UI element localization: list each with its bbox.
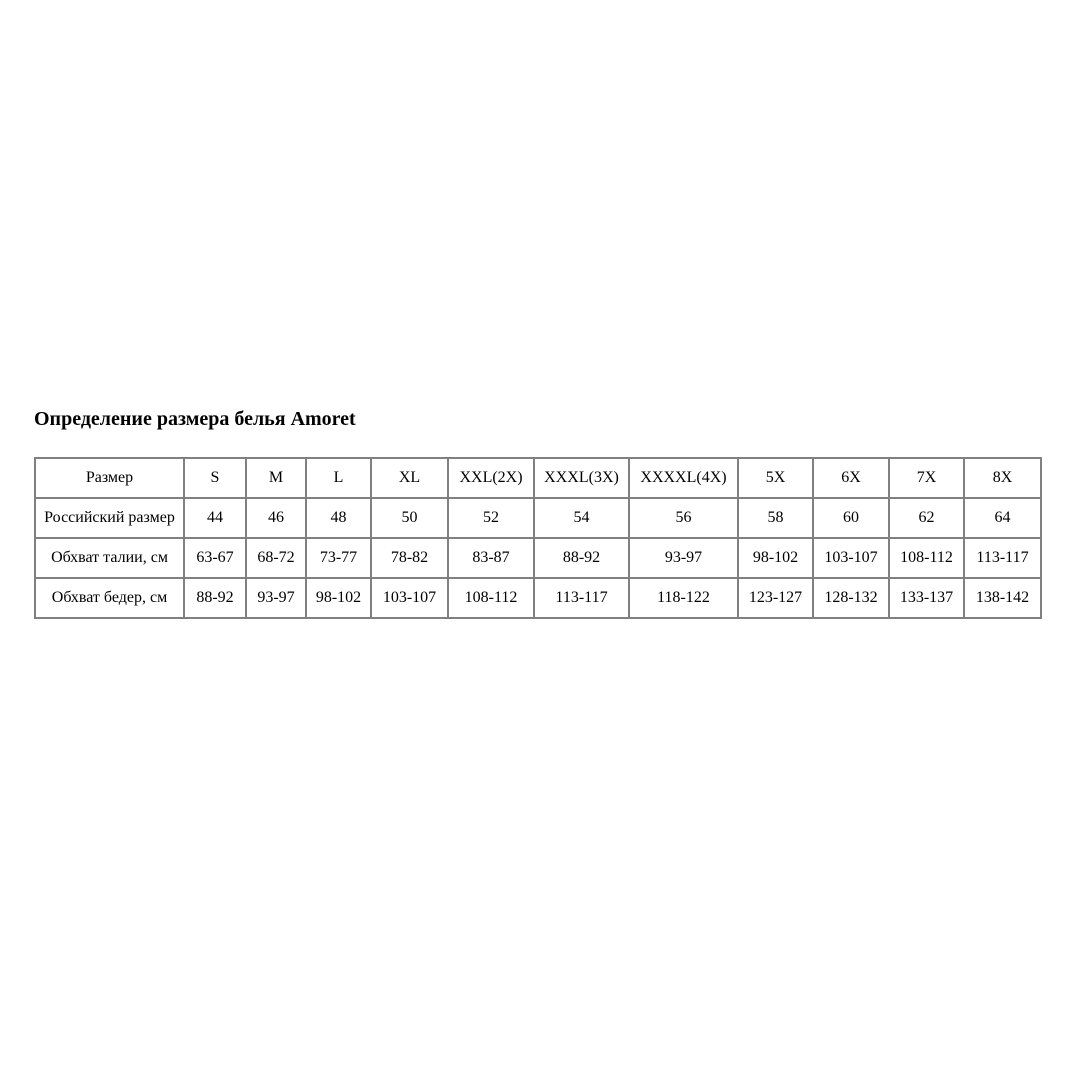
- size-cell: 93-97: [246, 578, 306, 618]
- col-header-xl: XL: [371, 458, 448, 498]
- col-header-s: S: [184, 458, 246, 498]
- size-cell: 46: [246, 498, 306, 538]
- page-title: Определение размера белья Amoret: [34, 408, 356, 430]
- size-cell: 54: [534, 498, 629, 538]
- row-label-hips: Обхват бедер, см: [35, 578, 184, 618]
- size-cell: 98-102: [306, 578, 371, 618]
- size-table: [34, 457, 1042, 619]
- col-header-l: L: [306, 458, 371, 498]
- table-row-waist: [35, 538, 1041, 578]
- size-cell: 108-112: [448, 578, 534, 618]
- size-cell: 52: [448, 498, 534, 538]
- table-row-russian-size: [35, 498, 1041, 538]
- col-header-8x: 8X: [964, 458, 1041, 498]
- size-cell: 48: [306, 498, 371, 538]
- size-cell: 138-142: [964, 578, 1041, 618]
- size-cell: 50: [371, 498, 448, 538]
- size-cell: 63-67: [184, 538, 246, 578]
- size-cell: 123-127: [738, 578, 813, 618]
- size-cell: 98-102: [738, 538, 813, 578]
- size-cell: 93-97: [629, 538, 738, 578]
- size-cell: 78-82: [371, 538, 448, 578]
- col-header-xxxxl-4x: XXXXL(4X): [629, 458, 738, 498]
- col-header-7x: 7X: [889, 458, 964, 498]
- size-cell: 103-107: [371, 578, 448, 618]
- size-cell: 83-87: [448, 538, 534, 578]
- size-cell: 133-137: [889, 578, 964, 618]
- size-cell: 68-72: [246, 538, 306, 578]
- col-header-xxxl-3x: XXXL(3X): [534, 458, 629, 498]
- col-header-xxl-2x: XXL(2X): [448, 458, 534, 498]
- size-cell: 44: [184, 498, 246, 538]
- table-header-row: [35, 458, 1041, 498]
- size-cell: 64: [964, 498, 1041, 538]
- size-cell: 88-92: [184, 578, 246, 618]
- size-cell: 58: [738, 498, 813, 538]
- size-cell: 128-132: [813, 578, 889, 618]
- size-cell: 60: [813, 498, 889, 538]
- size-cell: 113-117: [534, 578, 629, 618]
- size-cell: 73-77: [306, 538, 371, 578]
- size-cell: 103-107: [813, 538, 889, 578]
- row-label-russian-size: Российский размер: [35, 498, 184, 538]
- size-cell: 88-92: [534, 538, 629, 578]
- size-cell: 108-112: [889, 538, 964, 578]
- size-cell: 62: [889, 498, 964, 538]
- table-row-hips: [35, 578, 1041, 618]
- col-header-6x: 6X: [813, 458, 889, 498]
- row-label-waist: Обхват талии, см: [35, 538, 184, 578]
- col-header-5x: 5X: [738, 458, 813, 498]
- size-cell: 56: [629, 498, 738, 538]
- size-cell: 118-122: [629, 578, 738, 618]
- size-cell: 113-117: [964, 538, 1041, 578]
- col-header-size: Размер: [35, 458, 184, 498]
- col-header-m: M: [246, 458, 306, 498]
